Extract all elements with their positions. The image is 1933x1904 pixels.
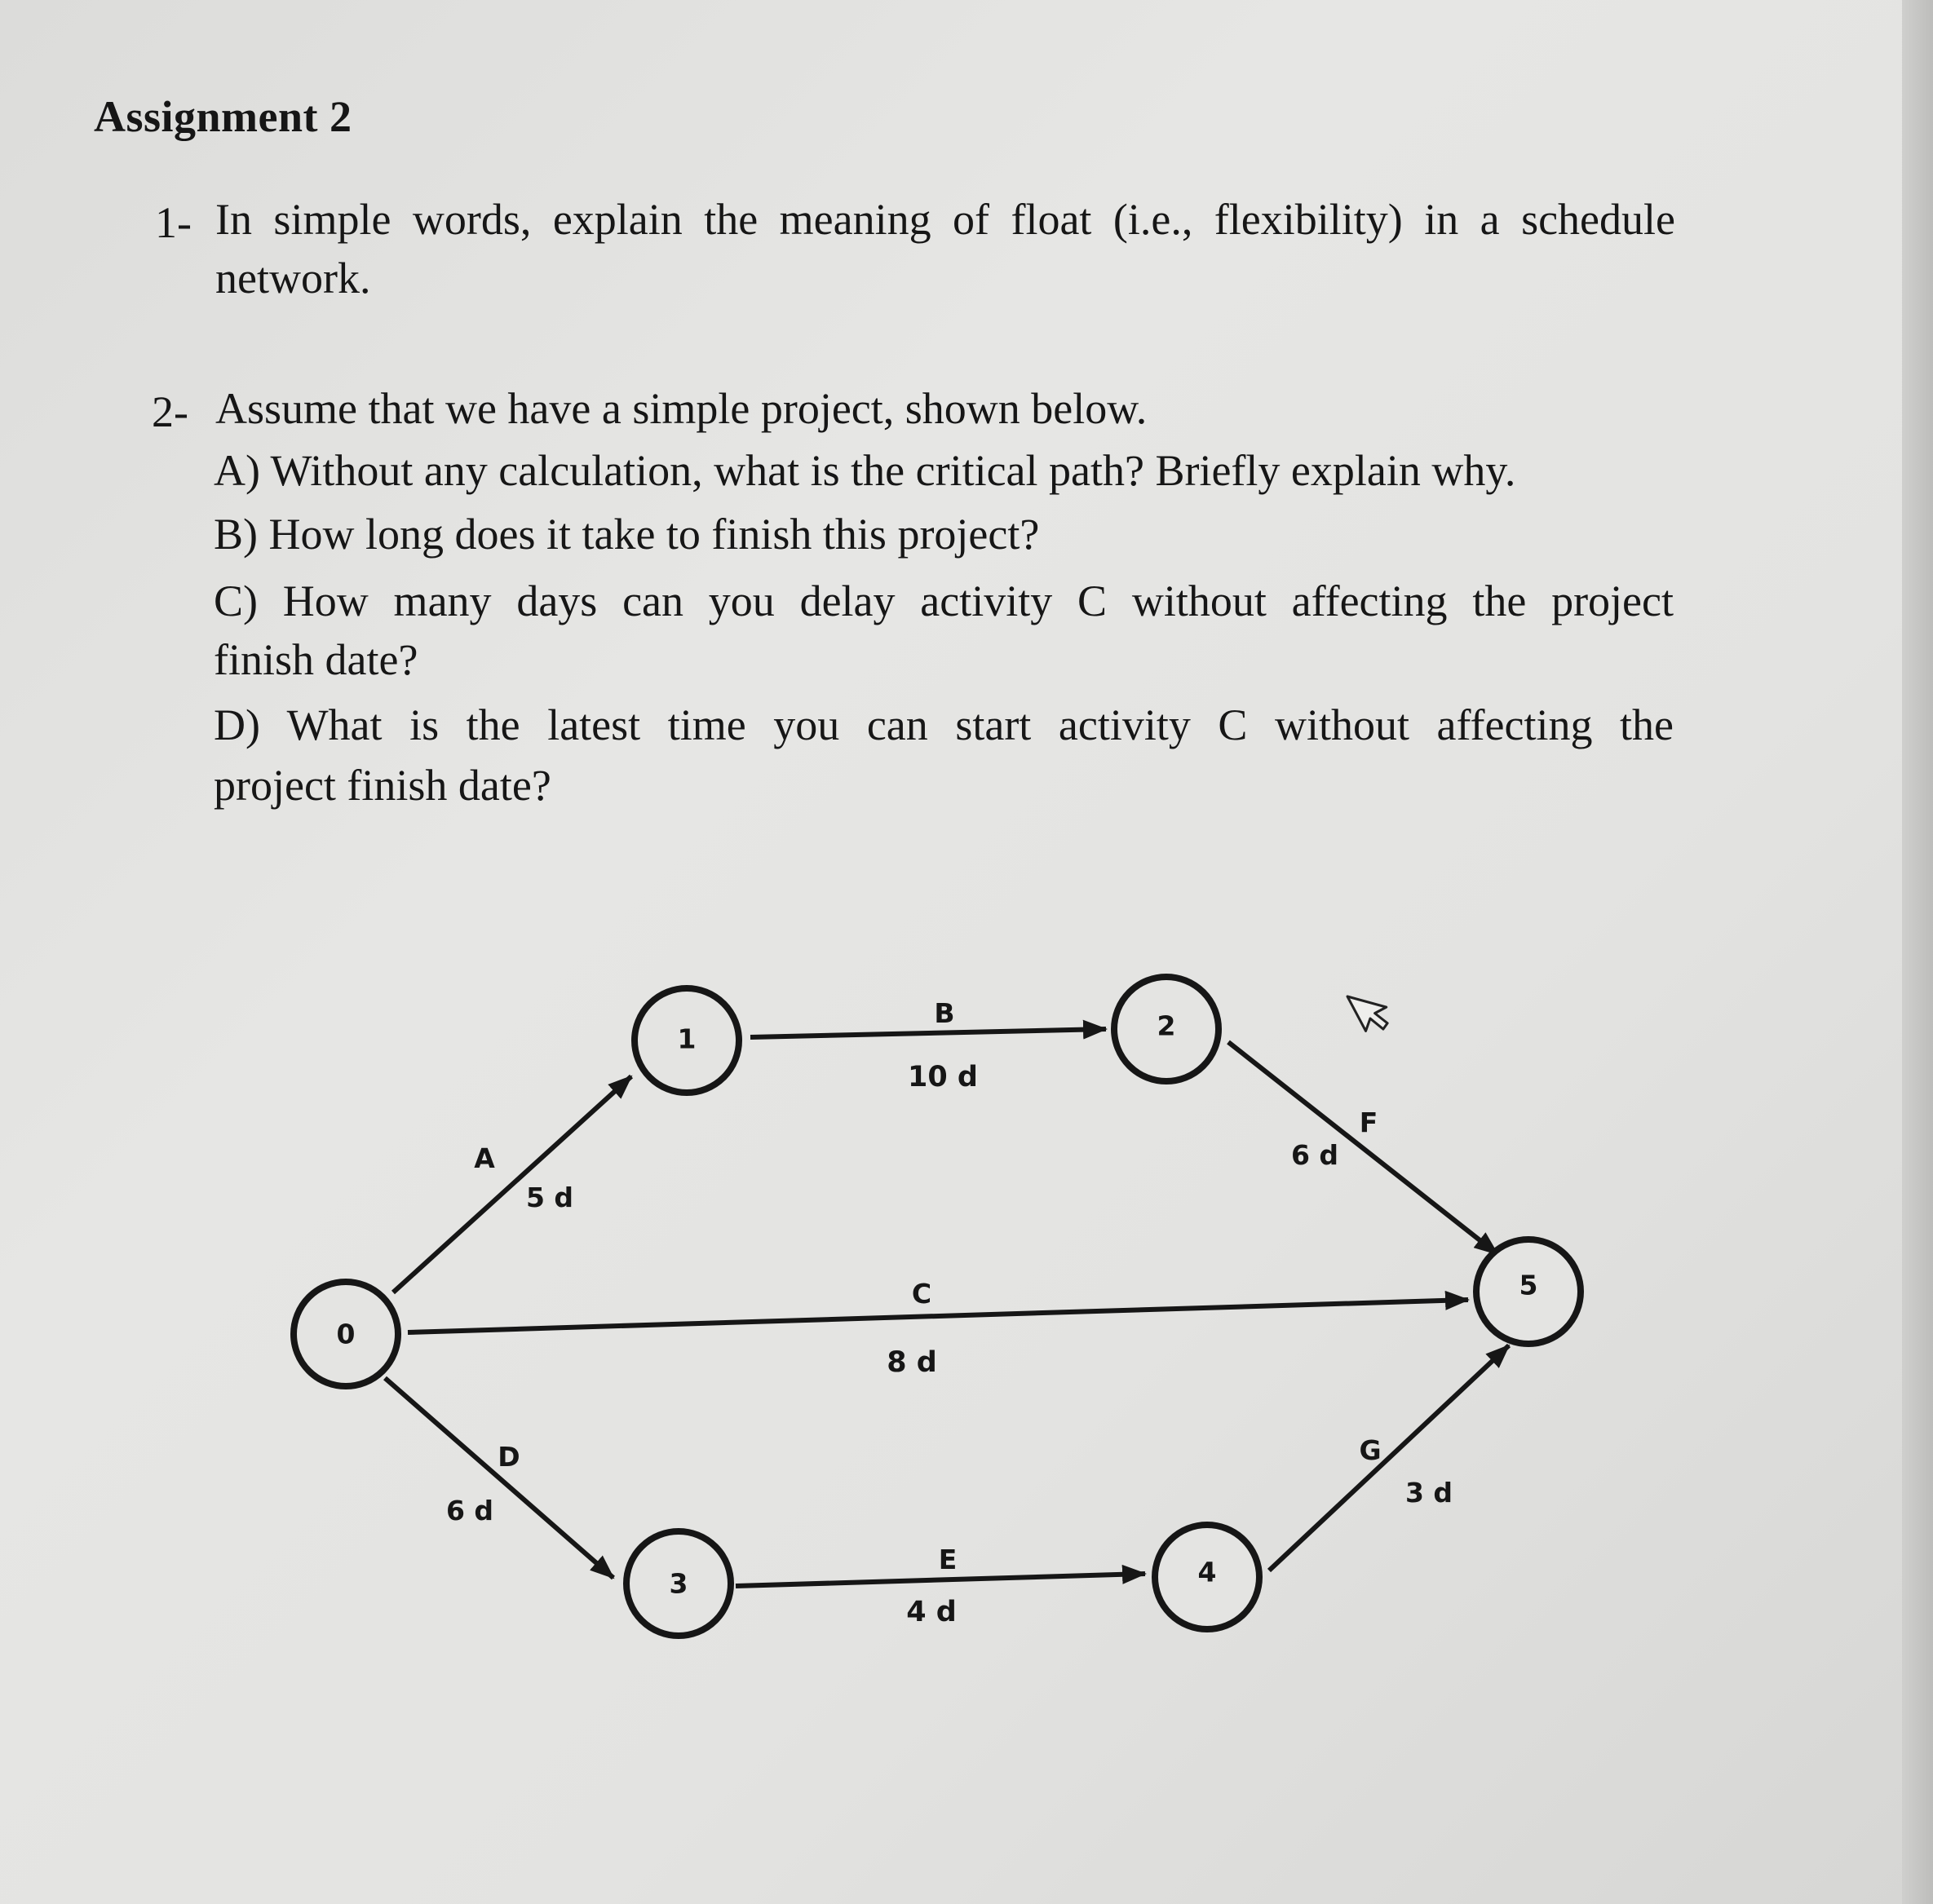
activity-a-name: A: [474, 1142, 495, 1174]
node-4-label: 4: [1197, 1556, 1217, 1588]
activity-e-name: E: [938, 1544, 958, 1575]
activity-g-arrow: [1269, 1345, 1509, 1570]
mouse-cursor-icon: [1347, 983, 1395, 1036]
node-1: [635, 988, 739, 1093]
activity-b-name: B: [934, 997, 955, 1029]
question-2-part-d-line-1: D) What is the latest time you can start activity C without affecting the: [214, 700, 1674, 749]
question-2-part-d-line-2: project finish date?: [214, 761, 551, 810]
activity-a-duration: 5 d: [525, 1182, 574, 1213]
activity-g-duration: 3 d: [1404, 1477, 1453, 1509]
activity-d-arrow: [385, 1378, 613, 1578]
node-5: [1476, 1239, 1581, 1344]
activity-g-name: G: [1359, 1434, 1382, 1466]
activity-a-arrow: [393, 1076, 631, 1292]
activity-f-arrow: [1228, 1042, 1497, 1254]
activity-d-name: D: [498, 1441, 520, 1473]
assignment-title: Assignment 2: [94, 92, 352, 141]
activity-f-name: F: [1359, 1107, 1378, 1138]
question-2-part-c-line-1: C) How many days can you delay activity C without affecting the project: [214, 577, 1674, 625]
activity-d-duration: 6 d: [445, 1495, 494, 1526]
question-1-line-2: network.: [215, 254, 371, 303]
node-4: [1155, 1525, 1259, 1629]
activity-e-duration: 4 d: [906, 1596, 957, 1628]
activity-e-arrow: [736, 1574, 1145, 1586]
activity-c-duration: 8 d: [887, 1346, 937, 1379]
question-2-part-b: B) How long does it take to finish this project?: [214, 510, 1040, 559]
node-3: [626, 1531, 731, 1636]
node-1-label: 1: [677, 1023, 697, 1055]
node-5-label: 5: [1519, 1269, 1538, 1301]
question-1-line-1: In simple words, explain the meaning of float (i.e., flexibility) in a schedule: [215, 195, 1675, 244]
activity-b-duration: 10 d: [908, 1061, 978, 1093]
question-1-number: 1-: [155, 198, 192, 247]
node-2-label: 2: [1157, 1009, 1176, 1042]
node-0: [294, 1282, 398, 1386]
activity-b-arrow: [750, 1029, 1106, 1037]
node-3-label: 3: [669, 1567, 688, 1600]
activity-c-name: C: [911, 1278, 932, 1310]
question-2-part-a: A) Without any calculation, what is the critical path? Briefly explain why.: [214, 446, 1516, 495]
question-2-number: 2-: [152, 387, 188, 436]
node-0-label: 0: [336, 1318, 356, 1350]
question-2-intro: Assume that we have a simple project, shown below.: [215, 384, 1148, 433]
node-2: [1114, 977, 1219, 1081]
question-2-part-c-line-2: finish date?: [214, 635, 418, 684]
activity-c-arrow: [408, 1300, 1468, 1332]
activity-f-duration: 6 d: [1290, 1139, 1339, 1171]
